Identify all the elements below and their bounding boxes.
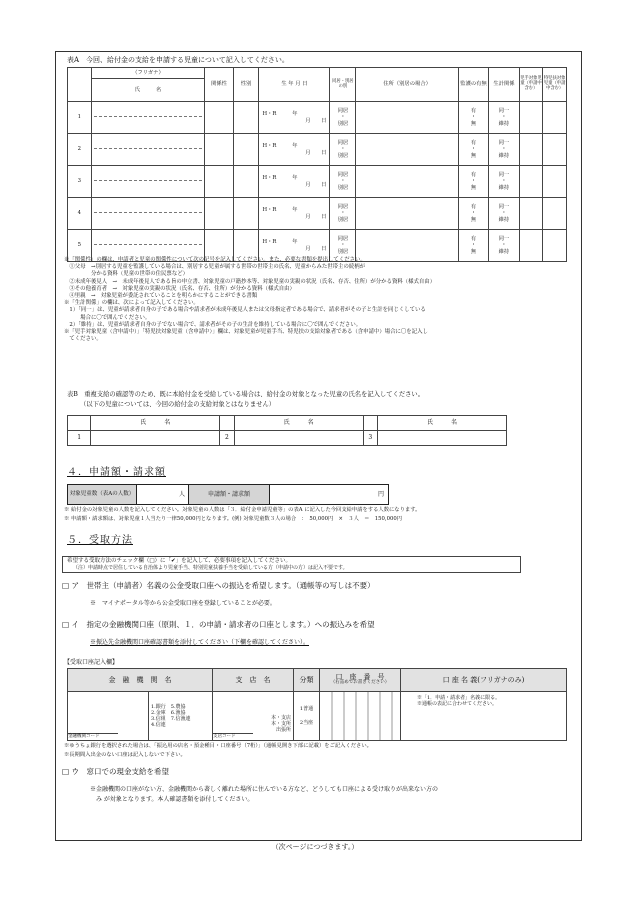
prior-child-name-2[interactable] bbox=[234, 431, 363, 446]
note-line: ④里親 → 対象児童が委託されていることを明らかにすることができる書類 bbox=[64, 292, 258, 299]
sex-field[interactable] bbox=[233, 102, 259, 134]
livelihood-choice[interactable]: 同一 ・ 維持 bbox=[489, 230, 519, 262]
note-line: 分かる資料（児童の世帯の住民票など） bbox=[64, 271, 188, 278]
account-holder-field[interactable]: ※「1．申請・請求者」名義に限る。 ※通帳の表記に合わせてください。 bbox=[401, 692, 567, 741]
account-number-field[interactable] bbox=[320, 692, 401, 741]
section5-heading: ５．受取方法 bbox=[67, 535, 133, 546]
relation-field[interactable] bbox=[205, 102, 233, 134]
birthdate-field[interactable]: H・R 年 月 日 bbox=[259, 134, 330, 166]
tableA-row: 5 H・R 年 月 日 同居 ・ 別居 有 ・ 無 同一 ・ 維持 bbox=[68, 230, 567, 262]
sex-field[interactable] bbox=[233, 198, 259, 230]
living-choice[interactable]: 同居 ・ 別居 bbox=[330, 198, 356, 230]
note-line: ※「児手対象児童（含申請中）」「特児扶対象児童（含申請中）」欄は、対象児童が児童手当、特児扶の支給対象者である（含申請中）場合に〇を記入し bbox=[64, 328, 428, 335]
amount-field[interactable]: 円 bbox=[270, 485, 389, 505]
relation-field[interactable] bbox=[205, 198, 233, 230]
birthdate-field[interactable]: H・R 年 月 日 bbox=[259, 102, 330, 134]
child-name-field[interactable] bbox=[91, 166, 205, 198]
tableA-title: 表A 今回、給付金の支給を申請する児童について記入してください。 bbox=[67, 56, 289, 64]
child-allowance-check[interactable] bbox=[519, 198, 543, 230]
tableA-row: 3 H・R 年 月 日 同居 ・ 別居 有 ・ 無 同一 ・ 維持 bbox=[68, 166, 567, 198]
livelihood-choice[interactable]: 同一 ・ 維持 bbox=[489, 198, 519, 230]
note-line: ※「関係性」の欄は、申請者と児童の関係性について次の記号を記入してください。また、必要な書類を提出してください。 bbox=[64, 257, 366, 263]
note-line: ※「生計関係」の欄は、次によって記入してください。 bbox=[64, 300, 199, 307]
address-field[interactable] bbox=[356, 198, 459, 230]
child-name-field[interactable] bbox=[91, 198, 205, 230]
relation-field[interactable] bbox=[205, 166, 233, 198]
instructions-box: 希望する受取方法のチェック欄（□）に「✔」を記入して、必要事項を記入してください。 （注）申請時点で居住している自治体より児童手当、特別児童扶養手当を受給している方（申請中の方）は記入不要です。 bbox=[62, 556, 521, 573]
livelihood-choice[interactable]: 同一 ・ 維持 bbox=[489, 166, 519, 198]
special-allowance-check[interactable] bbox=[543, 198, 567, 230]
option-a-checkbox[interactable]: □ ア 世帯主（申請者）名義の公金受取口座への振込を希望します。（通帳等の写しは不要） bbox=[62, 581, 375, 590]
sex-field[interactable] bbox=[233, 134, 259, 166]
special-allowance-check[interactable] bbox=[543, 166, 567, 198]
living-choice[interactable]: 同居 ・ 別居 bbox=[330, 230, 356, 262]
amount-table: 対象児童数（表Aの人数） 人 申請額・請求額 円 bbox=[67, 484, 389, 505]
child-name-field[interactable] bbox=[91, 134, 205, 166]
address-field[interactable] bbox=[356, 134, 459, 166]
child-allowance-check[interactable] bbox=[519, 102, 543, 134]
child-name-field[interactable] bbox=[91, 102, 205, 134]
address-field[interactable] bbox=[356, 102, 459, 134]
note-line: てください。 bbox=[64, 336, 102, 343]
tableB-title: 表B 重複支給の確認等のため、既に本給付金を受給している場合は、給付金の対象となった児童の氏名を記入してください。 bbox=[67, 391, 425, 398]
child-allowance-check[interactable] bbox=[519, 166, 543, 198]
tableA-row: 1 H・R 年 月 日 同居 ・ 別居 有 ・ 無 同一 ・ 維持 bbox=[68, 102, 567, 134]
special-allowance-check[interactable] bbox=[543, 134, 567, 166]
branch-type-option: 本・支所 bbox=[270, 720, 291, 727]
account-caption: 【受取口座記入欄】 bbox=[64, 659, 119, 666]
custody-choice[interactable]: 有 ・ 無 bbox=[458, 198, 488, 230]
address-field[interactable] bbox=[356, 166, 459, 198]
branch-type-option: 本・支店 bbox=[270, 714, 291, 721]
living-choice[interactable]: 同居 ・ 別居 bbox=[330, 134, 356, 166]
tableA-row: 2 H・R 年 月 日 同居 ・ 別居 有 ・ 無 同一 ・ 維持 bbox=[68, 134, 567, 166]
custody-choice[interactable]: 有 ・ 無 bbox=[458, 230, 488, 262]
bank-name-field[interactable]: 金融機関コード bbox=[68, 692, 149, 741]
prior-child-name-3[interactable] bbox=[378, 431, 507, 446]
note-line: 場合に〇で囲んでください。 bbox=[64, 314, 151, 321]
furigana-header: （フリガナ） bbox=[91, 68, 205, 79]
custody-choice[interactable]: 有 ・ 無 bbox=[458, 134, 488, 166]
special-allowance-check[interactable] bbox=[543, 102, 567, 134]
tableA-notes bbox=[64, 257, 574, 343]
branch-name-field[interactable]: 本・支店 本・支所 出張所 支店コード bbox=[213, 692, 294, 741]
tableA: （フリガナ） 関係性 性別 生 年 月 日 同居・別居の別 住所（別居の場合） 監護の有無 生計関係 児手対象児童（申請中含む） 特児扶対象児童（申請中含む） 氏 名 1 H・R 年 月 日 同居 ・ 別居 有 ・ 無 同一 ・ 維持 2 H・R 年 月 日 同居 ・ 別居 有 ・ 無 同一 ・ 維持 3 H・R 年 月 日 同居 ・ 別居 有 ・ 無 同一 ・ 維持 4 H・R 年 月 日 同居 ・ 別居 有 ・ 無 同一 ・ 維持 5 H・R 年 月 日 同居 ・ 別居 有 ・ 無 同一 ・ 維持 bbox=[67, 67, 567, 262]
custody-choice[interactable]: 有 ・ 無 bbox=[458, 166, 488, 198]
bank-type-option: 1.銀行 5.農協 bbox=[151, 703, 186, 710]
custody-choice[interactable]: 有 ・ 無 bbox=[458, 102, 488, 134]
section4-heading: ４．申請額・請求額 bbox=[67, 467, 166, 478]
birthdate-field[interactable]: H・R 年 月 日 bbox=[259, 166, 330, 198]
living-choice[interactable]: 同居 ・ 別居 bbox=[330, 102, 356, 134]
note-line: ①父母 →別居する児童を監護している場合は、別居する児童が属する世帯の世帯主の氏名、児童からみた世帯主の続柄が bbox=[64, 264, 366, 271]
sex-field[interactable] bbox=[233, 166, 259, 198]
continued-note: （次ページにつづきます。） bbox=[271, 843, 359, 851]
note-line: ③その他養育者 → 対象児童の実親の状況（氏名、存否、住所）が分かる資料（様式自由） bbox=[64, 285, 295, 292]
child-allowance-check[interactable] bbox=[519, 134, 543, 166]
child-count-field[interactable]: 人 bbox=[137, 485, 189, 505]
branch-type-option: 出張所 bbox=[275, 727, 291, 734]
bank-type-option: 4.信連 bbox=[151, 722, 166, 729]
note-line: ②未成年後見人 → 未成年後見人である旨の申立書、対象児童の戸籍抄本等、対象児童の実親の状況（氏名、存否、住所）が分かる資料（様式自由） bbox=[64, 278, 436, 285]
option-c-checkbox[interactable]: □ ウ 窓口での現金支給を希望 bbox=[62, 767, 169, 776]
bank-type-choice[interactable] bbox=[149, 692, 213, 741]
livelihood-choice[interactable]: 同一 ・ 維持 bbox=[489, 134, 519, 166]
prior-child-name-1[interactable] bbox=[91, 431, 220, 446]
tableA-row: 4 H・R 年 月 日 同居 ・ 別居 有 ・ 無 同一 ・ 維持 bbox=[68, 198, 567, 230]
bank-type-option: 2.金庫 6.漁協 bbox=[151, 709, 186, 716]
relation-field[interactable] bbox=[205, 134, 233, 166]
note-line: 2）「維持」は、児童が請求者自身の子でない場合で、請求者がその子の生計を維持している場合に〇で囲んでください。 bbox=[64, 321, 362, 328]
note-line: 1）「同一」は、児童が請求者自身の子である場合や請求者が未成年後見人または父母指定者である場合で、請求者がその子と生計を同じくしている bbox=[64, 307, 426, 314]
account-table: 金 融 機 関 名 支 店 名 分類 口 座 番 号 （右詰めでお書きください） 口 座 名 義(フリガナのみ) 金融機関コード 1.銀行 5.農協 2.金庫 6.漁協 3.信組 7.信漁連 4.信連 本・支店 本・支所 出張所 支店コード 1普通 2当座 ※「1．申請・請求者」名義に限る。 ※通帳の表記に合わせてください。 bbox=[67, 668, 567, 741]
birthdate-field[interactable]: H・R 年 月 日 bbox=[259, 230, 330, 262]
tableB: 氏 名 氏 名 氏 名 1 2 3 bbox=[67, 415, 507, 446]
livelihood-choice[interactable]: 同一 ・ 維持 bbox=[489, 102, 519, 134]
bank-type-option: 3.信組 7.信漁連 bbox=[151, 716, 191, 722]
birthdate-field[interactable]: H・R 年 月 日 bbox=[259, 198, 330, 230]
option-b-checkbox[interactable]: □ イ 指定の金融機関口座（原則、１．の申請・請求者の口座とします。）への振込みを希望 bbox=[62, 620, 375, 629]
living-choice[interactable]: 同居 ・ 別居 bbox=[330, 166, 356, 198]
account-type-choice[interactable]: 1普通 2当座 bbox=[294, 692, 320, 741]
tableB-subtitle: （以下の児童については、今回の給付金の支給対象とはなりません） bbox=[80, 401, 276, 408]
